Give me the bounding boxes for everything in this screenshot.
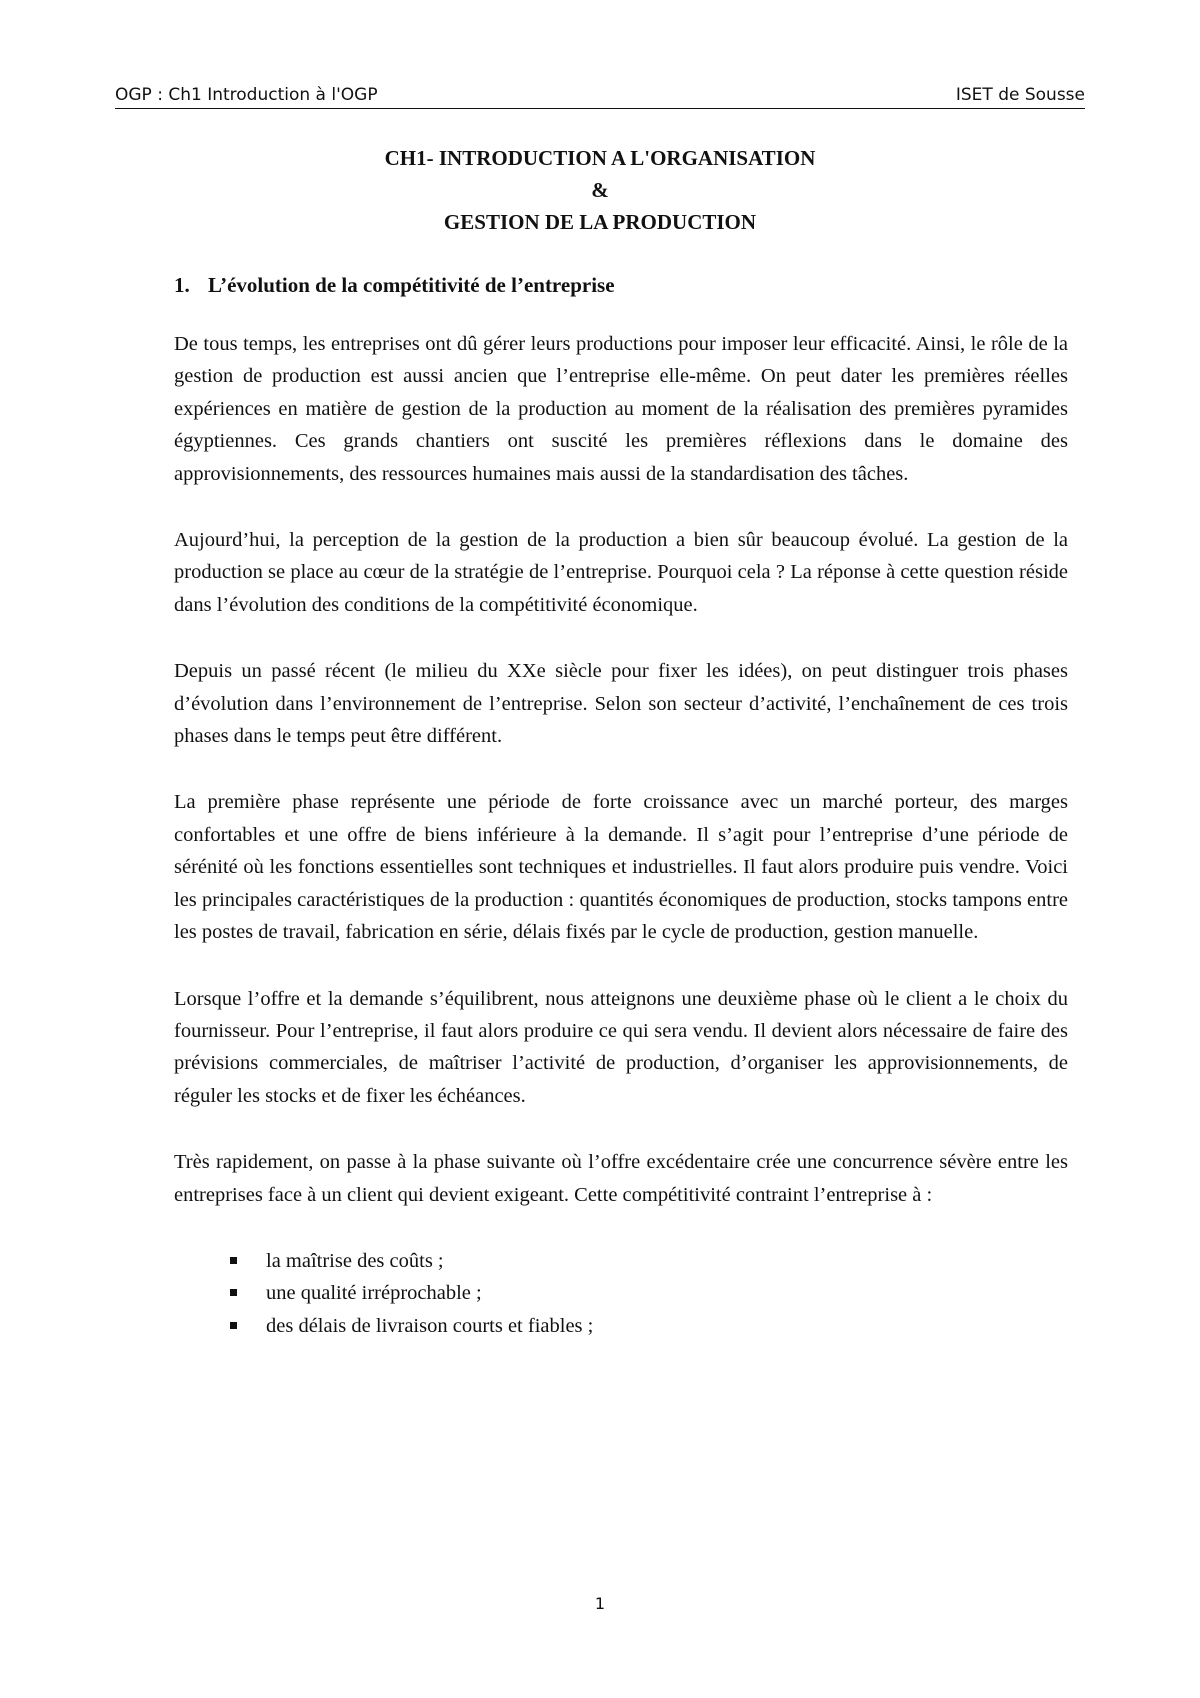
- section-heading: [174, 270, 1068, 300]
- paragraph: Très rapidement, on passe à la phase suivante où l’offre excédentaire crée une concurrence sévère entre les entreprises face à un client qui devient exigeant. Cette compétitivité contraint l’entreprise à :: [174, 1151, 1068, 1206]
- paragraph: De tous temps, les entreprises ont dû gérer leurs productions pour imposer leur efficacité. Ainsi, le rôle de la gestion de production est aussi ancien que l’entreprise elle-même. On peut dater les premières réelles expériences en matière de gestion de la production au moment de la réalisation des premières pyramides égyptiennes. Ces grands chantiers ont suscité les premières réflexions dans le domaine des approvisionnements, des ressources humaines mais aussi de la standardisation des tâches.: [174, 333, 1068, 485]
- section-number: 1.: [174, 273, 190, 297]
- square-bullet-icon: [230, 1257, 237, 1264]
- square-bullet-icon: [230, 1322, 237, 1329]
- list-item: [230, 1277, 1068, 1309]
- paragraph: Lorsque l’offre et la demande s’équilibrent, nous atteignons une deuxième phase où le client a le choix du fournisseur. Pour l’entreprise, il faut alors produire ce qui sera vendu. Il devient alors nécessaire de faire des prévisions commerciales, de maîtriser l’activité de production, d’organiser les approvisionnements, de réguler les stocks et de fixer les échéances.: [174, 987, 1068, 1107]
- paragraph: La première phase représente une période de forte croissance avec un marché porteur, des marges confortables et une offre de biens inférieure à la demande. Il s’agit pour l’entreprise d’une période de sérénité où les fonctions essentielles sont techniques et industrielles. Il faut alors produire puis vendre. Voici les principales caractéristiques de la production : quantités économiques de production, stocks tampons entre les postes de travail, fabrication en série, délais fixés par le cycle de production, gestion manuelle.: [174, 791, 1068, 944]
- paragraph: Aujourd’hui, la perception de la gestion de la production a bien sûr beaucoup évolué. La gestion de la production se place au cœur de la stratégie de l’entreprise. Pourquoi cela ? La réponse à cette question réside dans l’évolution des conditions de la compétitivité économique.: [174, 529, 1068, 616]
- bullet-list: [174, 1245, 1068, 1342]
- chapter-title-line-1: CH1- INTRODUCTION A L'ORGANISATION: [384, 146, 816, 170]
- list-item: [230, 1310, 1068, 1342]
- section-title: L’évolution de la compétitivité de l’entreprise: [208, 273, 615, 297]
- list-item-text: des délais de livraison courts et fiables ;: [266, 1314, 594, 1337]
- chapter-title-line-2: &: [591, 178, 609, 202]
- paragraph: Depuis un passé récent (le milieu du XXe siècle pour fixer les idées), on peut distinguer trois phases d’évolution dans l’environnement de l’entreprise. Selon son secteur d’activité, l’enchaînement de ces trois phases dans le temps peut être différent.: [174, 660, 1068, 748]
- list-item-text: la maîtrise des coûts ;: [266, 1249, 444, 1272]
- chapter-title-line-3: GESTION DE LA PRODUCTION: [443, 210, 757, 234]
- header-institution: ISET de Sousse: [955, 85, 1085, 105]
- header-course-title: OGP : Ch1 Introduction à l'OGP: [115, 85, 378, 105]
- list-item-text: une qualité irréprochable ;: [266, 1282, 482, 1305]
- list-item: [230, 1245, 1068, 1277]
- running-header: [115, 84, 1085, 109]
- page-number: 1: [594, 1594, 606, 1613]
- chapter-title: [115, 142, 1085, 238]
- body-content: [174, 270, 1068, 1342]
- square-bullet-icon: [230, 1289, 237, 1296]
